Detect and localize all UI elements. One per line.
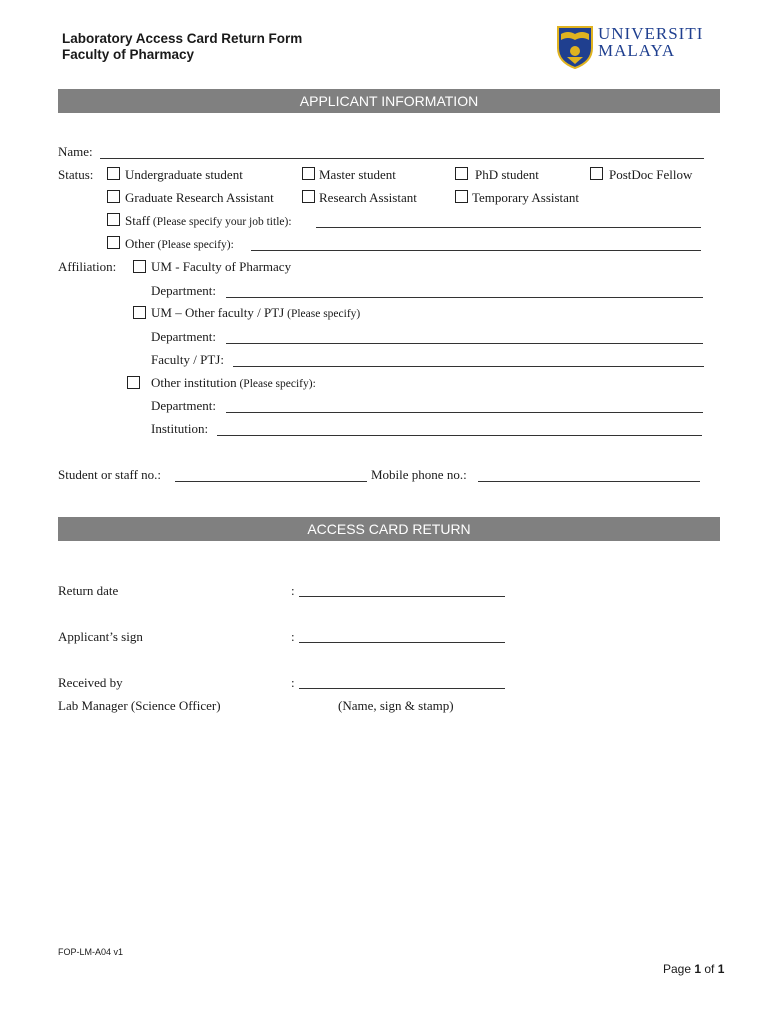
form-code: FOP-LM-A04 v1: [58, 947, 124, 957]
universiti-malaya-crest-icon: [555, 24, 595, 70]
page-current: 1: [694, 962, 702, 976]
return-date-field[interactable]: [299, 596, 505, 597]
name-field[interactable]: [100, 158, 704, 159]
mobile-phone-field[interactable]: [478, 481, 700, 482]
gra-label: Graduate Research Assistant: [125, 190, 274, 205]
name-sign-stamp-hint: (Name, sign & stamp): [338, 698, 454, 713]
mobile-phone-label: Mobile phone no.:: [371, 467, 467, 482]
of-word: of: [701, 962, 718, 976]
applicant-sign-colon: :: [291, 629, 295, 644]
ra-label: Research Assistant: [319, 190, 417, 205]
staff-hint: (Please specify your job title):: [150, 216, 292, 228]
institution-field[interactable]: [217, 435, 702, 436]
pharmacy-department-field[interactable]: [226, 297, 703, 298]
logo-wordmark: [598, 25, 703, 59]
page-word: Page: [663, 962, 695, 976]
um-other-hint: (Please specify): [284, 308, 361, 320]
student-staff-no-field[interactable]: [175, 481, 367, 482]
page-total: 1: [717, 962, 725, 976]
staff-label-text: Staff: [125, 213, 151, 228]
um-other-checkbox[interactable]: [133, 306, 146, 319]
pharmacy-department-label: Department:: [151, 283, 216, 298]
other-status-hint: (Please specify):: [154, 239, 234, 251]
master-checkbox[interactable]: [302, 167, 315, 180]
applicant-sign-field[interactable]: [299, 642, 505, 643]
faculty-ptj-field[interactable]: [233, 366, 704, 367]
um-other-department-field[interactable]: [226, 343, 703, 344]
section-band-access-card: ACCESS CARD RETURN: [58, 517, 720, 541]
other-status-checkbox[interactable]: [107, 236, 120, 249]
return-date-colon: :: [291, 583, 295, 598]
other-institution-label: [151, 375, 316, 392]
other-institution-hint: (Please specify):: [236, 378, 316, 390]
received-by-colon: :: [291, 675, 295, 690]
student-staff-no-label: Student or staff no.:: [58, 467, 162, 482]
undergraduate-checkbox[interactable]: [107, 167, 120, 180]
staff-job-title-field[interactable]: [316, 227, 701, 228]
document-title: [62, 31, 302, 63]
undergraduate-label: Undergraduate student: [125, 167, 243, 182]
other-status-field[interactable]: [251, 250, 701, 251]
other-status-label: [125, 236, 234, 253]
affiliation-label: Affiliation:: [58, 259, 117, 274]
logo-line-malaya: MALAYA: [598, 41, 676, 60]
gra-checkbox[interactable]: [107, 190, 120, 203]
postdoc-checkbox[interactable]: [590, 167, 603, 180]
temporary-checkbox[interactable]: [455, 190, 468, 203]
name-label: Name:: [58, 144, 93, 159]
lab-manager-label: Lab Manager (Science Officer): [58, 698, 221, 713]
staff-checkbox[interactable]: [107, 213, 120, 226]
um-other-department-label: Department:: [151, 329, 216, 344]
form-title: Laboratory Access Card Return Form: [62, 31, 303, 46]
logo-line-universiti: UNIVERSITI: [598, 24, 704, 43]
institution-department-field[interactable]: [226, 412, 703, 413]
institution-department-label: Department:: [151, 398, 216, 413]
um-other-text: UM – Other faculty / PTJ: [151, 305, 285, 320]
institution-label: Institution:: [151, 421, 209, 436]
master-label: Master student: [319, 167, 396, 182]
applicant-sign-label: Applicant’s sign: [58, 629, 143, 644]
phd-label: PhD student: [475, 167, 539, 182]
um-pharmacy-checkbox[interactable]: [133, 260, 146, 273]
staff-label: [125, 213, 292, 230]
temporary-label: Temporary Assistant: [472, 190, 580, 205]
faculty-title: Faculty of Pharmacy: [62, 47, 195, 62]
received-by-label: Received by: [58, 675, 123, 690]
other-institution-text: Other institution: [151, 375, 237, 390]
faculty-ptj-label: Faculty / PTJ:: [151, 352, 224, 367]
received-by-field[interactable]: [299, 688, 505, 689]
status-label: Status:: [58, 167, 94, 182]
other-institution-checkbox[interactable]: [127, 376, 140, 389]
other-status-text: Other: [125, 236, 155, 251]
phd-checkbox[interactable]: [455, 167, 468, 180]
postdoc-label: PostDoc Fellow: [609, 167, 693, 182]
um-other-label: [151, 305, 360, 322]
page-number: [663, 962, 724, 976]
ra-checkbox[interactable]: [302, 190, 315, 203]
return-date-label: Return date: [58, 583, 119, 598]
section-band-applicant: APPLICANT INFORMATION: [58, 89, 720, 113]
um-pharmacy-label: UM - Faculty of Pharmacy: [151, 259, 292, 274]
